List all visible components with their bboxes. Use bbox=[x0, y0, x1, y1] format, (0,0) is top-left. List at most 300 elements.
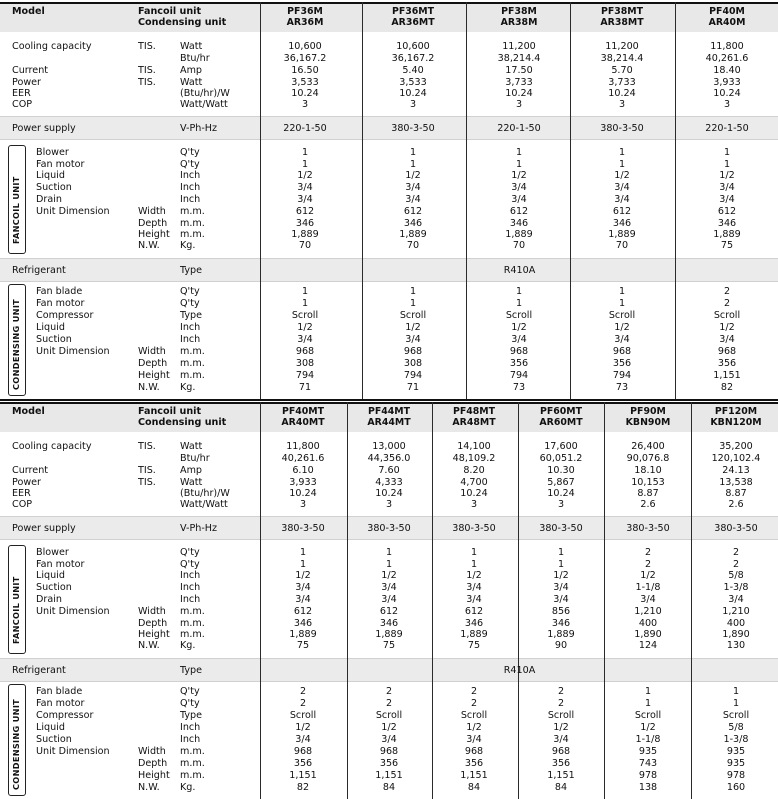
cell-value: 3/4 bbox=[719, 334, 735, 345]
cell-value: 1 bbox=[515, 298, 523, 309]
cell-value: 1/2 bbox=[719, 322, 735, 333]
cell-value: 2 bbox=[557, 686, 565, 697]
unit-label: Inch bbox=[180, 170, 201, 181]
unit-label: Q'ty bbox=[180, 698, 200, 709]
cell-value: 24.13 bbox=[722, 465, 750, 476]
unit-label: m.m. bbox=[180, 746, 205, 757]
unit-label: Kg. bbox=[180, 782, 196, 793]
cell-value: 3,533 bbox=[291, 77, 319, 88]
cell-value: 3,933 bbox=[289, 477, 317, 488]
cell-value: 968 bbox=[551, 746, 571, 757]
column-separator bbox=[604, 402, 605, 799]
unit-label: Q'ty bbox=[180, 559, 200, 570]
column-separator bbox=[570, 2, 571, 400]
unit-label: Watt bbox=[180, 41, 203, 52]
cell-value: 1,889 bbox=[399, 229, 427, 240]
column-separator bbox=[260, 2, 261, 400]
row-label-power: Power bbox=[12, 477, 42, 488]
fancoil-unit-header: Fancoil unit bbox=[138, 406, 202, 417]
cell-value: 3/4 bbox=[614, 182, 630, 193]
unit-label: Watt/Watt bbox=[180, 99, 228, 110]
cell-value: 4,700 bbox=[460, 477, 488, 488]
cell-value: 346 bbox=[717, 218, 737, 229]
cell-value: 308 bbox=[403, 358, 423, 369]
cell-value: 346 bbox=[293, 618, 313, 629]
cell-value: Scroll bbox=[399, 310, 427, 321]
cell-value: 978 bbox=[638, 770, 658, 781]
cell-value: 160 bbox=[726, 782, 746, 793]
cell-value: 1/2 bbox=[295, 722, 311, 733]
cell-value: 400 bbox=[726, 618, 746, 629]
cell-value: 60,051.2 bbox=[539, 453, 583, 464]
model-condensing-name: AR40M bbox=[708, 17, 746, 28]
cell-value: 3,733 bbox=[505, 77, 533, 88]
unit-label: m.m. bbox=[180, 229, 205, 240]
cell-value: 18.10 bbox=[634, 465, 662, 476]
cell-value: 82 bbox=[720, 382, 734, 393]
cell-value: 794 bbox=[295, 370, 315, 381]
unit-label: m.m. bbox=[180, 206, 205, 217]
unit-label: Inch bbox=[180, 182, 201, 193]
cell-value: 794 bbox=[612, 370, 632, 381]
cell-value: 26,400 bbox=[631, 441, 665, 452]
cell-value: 3/4 bbox=[614, 334, 630, 345]
cell-value: 612 bbox=[379, 606, 399, 617]
unit-label: Q'ty bbox=[180, 159, 200, 170]
cell-value: 220-1-50 bbox=[497, 123, 541, 134]
cell-value: 1/2 bbox=[466, 722, 482, 733]
cell-value: 1 bbox=[618, 147, 626, 158]
model-fancoil-name: PF48MT bbox=[452, 406, 496, 417]
cell-value: 612 bbox=[509, 206, 529, 217]
cell-value: 856 bbox=[551, 606, 571, 617]
cell-value: 3 bbox=[301, 99, 309, 110]
model-condensing-name: AR48MT bbox=[452, 417, 496, 428]
refrigerant-value: R410A bbox=[503, 665, 536, 676]
model-fancoil-name: PF36MT bbox=[391, 6, 435, 17]
cell-value: 10.30 bbox=[547, 465, 575, 476]
model-header: Model bbox=[12, 406, 45, 417]
cell-value: 84 bbox=[554, 782, 568, 793]
cell-value: 3/4 bbox=[728, 594, 744, 605]
cell-value: 90,076.8 bbox=[626, 453, 670, 464]
fancoil-unit-header: Fancoil unit bbox=[138, 6, 202, 17]
unit-label: m.m. bbox=[180, 629, 205, 640]
unit-label: Btu/hr bbox=[180, 453, 210, 464]
unit-label: Q'ty bbox=[180, 147, 200, 158]
row-sublabel-height: Height bbox=[138, 370, 170, 381]
cell-value: 8.87 bbox=[637, 488, 659, 499]
cell-value: 3/4 bbox=[511, 194, 527, 205]
cell-value: 1 bbox=[301, 286, 309, 297]
model-condensing-name: AR40MT bbox=[281, 417, 325, 428]
column-separator bbox=[260, 402, 261, 799]
unit-label: Watt bbox=[180, 441, 203, 452]
column-separator bbox=[432, 402, 433, 799]
cell-value: 124 bbox=[638, 640, 658, 651]
cell-value: 4,333 bbox=[375, 477, 403, 488]
cell-value: 346 bbox=[464, 618, 484, 629]
row-label-compressor: Compressor bbox=[36, 710, 94, 721]
cell-value: Scroll bbox=[634, 710, 662, 721]
cell-value: 1 bbox=[385, 559, 393, 570]
cell-value: 1 bbox=[618, 298, 626, 309]
cell-value: 968 bbox=[509, 346, 529, 357]
unit-label: Q'ty bbox=[180, 286, 200, 297]
cell-value: 356 bbox=[379, 758, 399, 769]
cell-value: 10.24 bbox=[713, 88, 741, 99]
cell-value: 44,356.0 bbox=[367, 453, 411, 464]
cell-value: 70 bbox=[298, 240, 312, 251]
unit-label: Inch bbox=[180, 582, 201, 593]
cell-value: 3 bbox=[557, 499, 565, 510]
cell-value: Scroll bbox=[713, 310, 741, 321]
cell-value: 1 bbox=[299, 547, 307, 558]
cell-value: 978 bbox=[726, 770, 746, 781]
cell-value: 138 bbox=[638, 782, 658, 793]
cell-value: 400 bbox=[638, 618, 658, 629]
cell-value: 3/4 bbox=[405, 334, 421, 345]
row-label-eer: EER bbox=[12, 488, 31, 499]
cell-value: 5.40 bbox=[402, 65, 424, 76]
cell-value: 3/4 bbox=[297, 194, 313, 205]
cell-value: 1,889 bbox=[460, 629, 488, 640]
unit-label: m.m. bbox=[180, 618, 205, 629]
cell-value: 3/4 bbox=[511, 182, 527, 193]
cell-value: 346 bbox=[403, 218, 423, 229]
cell-value: 2 bbox=[644, 547, 652, 558]
row-label-power-supply: Power supply bbox=[12, 123, 76, 134]
row-label-fan-motor: Fan motor bbox=[36, 559, 85, 570]
cell-value: 1/2 bbox=[511, 322, 527, 333]
cell-value: 1,151 bbox=[547, 770, 575, 781]
cell-value: 3/4 bbox=[295, 594, 311, 605]
row-label-cop: COP bbox=[12, 499, 33, 510]
cell-value: 75 bbox=[296, 640, 310, 651]
cell-value: 73 bbox=[512, 382, 526, 393]
cell-value: 75 bbox=[720, 240, 734, 251]
cell-value: 70 bbox=[406, 240, 420, 251]
cell-value: 1-3/8 bbox=[723, 734, 749, 745]
row-label-suction: Suction bbox=[36, 582, 72, 593]
cell-value: Scroll bbox=[722, 710, 750, 721]
row-sublabel-width: Width bbox=[138, 206, 166, 217]
cell-value: 968 bbox=[717, 346, 737, 357]
unit-label: (Btu/hr)/W bbox=[180, 88, 230, 99]
cell-value: 1 bbox=[301, 298, 309, 309]
cell-value: 3/4 bbox=[511, 334, 527, 345]
cell-value: 1,889 bbox=[505, 229, 533, 240]
cell-value: 1/2 bbox=[466, 570, 482, 581]
unit-label: Q'ty bbox=[180, 686, 200, 697]
row-label-fan-motor: Fan motor bbox=[36, 159, 85, 170]
cell-value: 1-1/8 bbox=[635, 734, 661, 745]
cell-value: Scroll bbox=[547, 710, 575, 721]
unit-label: Type bbox=[180, 665, 203, 676]
cell-value: 612 bbox=[464, 606, 484, 617]
cell-value: 84 bbox=[382, 782, 396, 793]
cell-value: 3 bbox=[299, 499, 307, 510]
cell-value: 7.60 bbox=[378, 465, 400, 476]
cell-value: 16.50 bbox=[291, 65, 319, 76]
cell-value: 10.24 bbox=[399, 88, 427, 99]
unit-label: Inch bbox=[180, 334, 201, 345]
cell-value: 1/2 bbox=[297, 170, 313, 181]
fancoil-section-title: FANCOIL UNIT bbox=[11, 176, 21, 244]
cell-value: 70 bbox=[615, 240, 629, 251]
column-separator bbox=[466, 2, 467, 400]
row-sublabel-nw: N.W. bbox=[138, 240, 160, 251]
cell-value: 356 bbox=[717, 358, 737, 369]
cell-value: 1 bbox=[732, 698, 740, 709]
cell-value: 10,153 bbox=[631, 477, 665, 488]
cell-value: 38,214.4 bbox=[497, 53, 541, 64]
cell-value: 3/4 bbox=[381, 594, 397, 605]
row-label-fan-motor: Fan motor bbox=[36, 698, 85, 709]
cell-value: 71 bbox=[406, 382, 420, 393]
cell-value: 968 bbox=[293, 746, 313, 757]
cell-value: 2 bbox=[470, 686, 478, 697]
cell-value: 3/4 bbox=[553, 582, 569, 593]
row-label-liquid: Liquid bbox=[36, 322, 65, 333]
cell-value: 308 bbox=[295, 358, 315, 369]
cell-value: 1 bbox=[409, 286, 417, 297]
cell-value: 1/2 bbox=[640, 722, 656, 733]
unit-label: Inch bbox=[180, 722, 201, 733]
tis-label: TIS. bbox=[138, 65, 156, 76]
row-label-liquid: Liquid bbox=[36, 722, 65, 733]
cell-value: 356 bbox=[509, 358, 529, 369]
cell-value: 1,889 bbox=[291, 229, 319, 240]
cell-value: 1 bbox=[409, 298, 417, 309]
cell-value: 1,151 bbox=[460, 770, 488, 781]
row-label-unit-dimension: Unit Dimension bbox=[36, 746, 110, 757]
row-sublabel-nw: N.W. bbox=[138, 782, 160, 793]
row-label-fan-blade: Fan blade bbox=[36, 286, 83, 297]
cell-value: 13,538 bbox=[719, 477, 753, 488]
cell-value: 1,890 bbox=[722, 629, 750, 640]
cell-value: 1 bbox=[515, 147, 523, 158]
unit-label: m.m. bbox=[180, 346, 205, 357]
cell-value: 10.24 bbox=[547, 488, 575, 499]
cell-value: 220-1-50 bbox=[283, 123, 327, 134]
column-separator bbox=[347, 402, 348, 799]
cell-value: 380-3-50 bbox=[452, 523, 496, 534]
cell-value: 356 bbox=[464, 758, 484, 769]
cell-value: 1 bbox=[618, 159, 626, 170]
cell-value: 1,889 bbox=[547, 629, 575, 640]
row-label-compressor: Compressor bbox=[36, 310, 94, 321]
cell-value: 356 bbox=[551, 758, 571, 769]
cell-value: 1,210 bbox=[634, 606, 662, 617]
cell-value: 1 bbox=[732, 686, 740, 697]
cell-value: 1,889 bbox=[608, 229, 636, 240]
cell-value: 3,533 bbox=[399, 77, 427, 88]
cell-value: 1-1/8 bbox=[635, 582, 661, 593]
cell-value: 380-3-50 bbox=[600, 123, 644, 134]
model-fancoil-name: PF40MT bbox=[281, 406, 325, 417]
cell-value: 794 bbox=[403, 370, 423, 381]
cell-value: 3/4 bbox=[466, 734, 482, 745]
cell-value: 2 bbox=[732, 547, 740, 558]
cell-value: 3 bbox=[385, 499, 393, 510]
cell-value: 1 bbox=[515, 286, 523, 297]
cell-value: 346 bbox=[509, 218, 529, 229]
tis-label: TIS. bbox=[138, 441, 156, 452]
row-label-cooling-capacity: Cooling capacity bbox=[12, 41, 92, 52]
row-label-refrigerant: Refrigerant bbox=[12, 265, 66, 276]
cell-value: 75 bbox=[382, 640, 396, 651]
unit-label: Watt/Watt bbox=[180, 499, 228, 510]
cell-value: 3,733 bbox=[608, 77, 636, 88]
tis-label: TIS. bbox=[138, 477, 156, 488]
row-sublabel-height: Height bbox=[138, 629, 170, 640]
row-label-current: Current bbox=[12, 465, 49, 476]
cell-value: 3/4 bbox=[295, 734, 311, 745]
row-label-drain: Drain bbox=[36, 594, 62, 605]
unit-label: V-Ph-Hz bbox=[180, 123, 218, 134]
model-header: Model bbox=[12, 6, 45, 17]
cell-value: 35,200 bbox=[719, 441, 753, 452]
model-condensing-name: AR36M bbox=[286, 17, 324, 28]
cell-value: 1 bbox=[557, 547, 565, 558]
unit-label: Inch bbox=[180, 322, 201, 333]
cell-value: 3 bbox=[723, 99, 731, 110]
row-sublabel-width: Width bbox=[138, 606, 166, 617]
cell-value: 1/2 bbox=[511, 170, 527, 181]
model-condensing-name: AR36MT bbox=[391, 17, 435, 28]
cell-value: 8.87 bbox=[725, 488, 747, 499]
cell-value: 2 bbox=[299, 686, 307, 697]
model-fancoil-name: PF40M bbox=[709, 6, 745, 17]
cell-value: 935 bbox=[726, 758, 746, 769]
cell-value: Scroll bbox=[460, 710, 488, 721]
cell-value: 794 bbox=[509, 370, 529, 381]
cell-value: 612 bbox=[717, 206, 737, 217]
unit-label: m.m. bbox=[180, 606, 205, 617]
row-sublabel-width: Width bbox=[138, 746, 166, 757]
row-label-blower: Blower bbox=[36, 147, 69, 158]
cell-value: 2.6 bbox=[640, 499, 656, 510]
cell-value: 36,167.2 bbox=[283, 53, 327, 64]
cell-value: 3/4 bbox=[614, 194, 630, 205]
row-label-cooling-capacity: Cooling capacity bbox=[12, 441, 92, 452]
cell-value: 1,889 bbox=[713, 229, 741, 240]
cell-value: 8.20 bbox=[463, 465, 485, 476]
cell-value: 17,600 bbox=[544, 441, 578, 452]
cell-value: 1 bbox=[409, 147, 417, 158]
row-sublabel-height: Height bbox=[138, 229, 170, 240]
column-separator bbox=[518, 402, 519, 799]
cell-value: 612 bbox=[612, 206, 632, 217]
unit-label: m.m. bbox=[180, 758, 205, 769]
cell-value: 6.10 bbox=[292, 465, 314, 476]
cell-value: 40,261.6 bbox=[281, 453, 325, 464]
unit-label: Btu/hr bbox=[180, 53, 210, 64]
unit-label: Inch bbox=[180, 734, 201, 745]
cell-value: 3/4 bbox=[553, 594, 569, 605]
cell-value: 3/4 bbox=[719, 194, 735, 205]
cell-value: 1 bbox=[301, 159, 309, 170]
cell-value: 14,100 bbox=[457, 441, 491, 452]
cell-value: 11,200 bbox=[605, 41, 639, 52]
row-label-refrigerant: Refrigerant bbox=[12, 665, 66, 676]
cell-value: 1 bbox=[299, 559, 307, 570]
cell-value: 1 bbox=[470, 559, 478, 570]
column-separator bbox=[691, 402, 692, 799]
cell-value: 1 bbox=[470, 547, 478, 558]
cell-value: 380-3-50 bbox=[539, 523, 583, 534]
row-label-current: Current bbox=[12, 65, 49, 76]
model-condensing-name: AR38M bbox=[500, 17, 538, 28]
cell-value: 2 bbox=[723, 286, 731, 297]
cell-value: 968 bbox=[379, 746, 399, 757]
cell-value: 1/2 bbox=[640, 570, 656, 581]
cell-value: 968 bbox=[464, 746, 484, 757]
cell-value: 13,000 bbox=[372, 441, 406, 452]
column-separator bbox=[675, 2, 676, 400]
cell-value: 968 bbox=[403, 346, 423, 357]
cell-value: 36,167.2 bbox=[391, 53, 435, 64]
row-label-cop: COP bbox=[12, 99, 33, 110]
row-label-fan-motor: Fan motor bbox=[36, 298, 85, 309]
unit-label: m.m. bbox=[180, 370, 205, 381]
cell-value: 3/4 bbox=[381, 734, 397, 745]
cell-value: 2 bbox=[470, 698, 478, 709]
cell-value: 356 bbox=[612, 358, 632, 369]
row-label-unit-dimension: Unit Dimension bbox=[36, 346, 110, 357]
model-condensing-name: AR44MT bbox=[367, 417, 411, 428]
cell-value: 10,600 bbox=[288, 41, 322, 52]
row-label-suction: Suction bbox=[36, 734, 72, 745]
cell-value: 11,800 bbox=[286, 441, 320, 452]
cell-value: 1/2 bbox=[405, 322, 421, 333]
unit-label: Kg. bbox=[180, 382, 196, 393]
row-sublabel-depth: Depth bbox=[138, 758, 168, 769]
row-sublabel-depth: Depth bbox=[138, 218, 168, 229]
cell-value: 935 bbox=[638, 746, 658, 757]
cell-value: 2 bbox=[557, 698, 565, 709]
cell-value: 968 bbox=[295, 346, 315, 357]
cell-value: 84 bbox=[467, 782, 481, 793]
unit-label: (Btu/hr)/W bbox=[180, 488, 230, 499]
cell-value: 5/8 bbox=[728, 722, 744, 733]
cell-value: 1/2 bbox=[381, 570, 397, 581]
row-sublabel-width: Width bbox=[138, 346, 166, 357]
model-fancoil-name: PF60MT bbox=[539, 406, 583, 417]
cell-value: 380-3-50 bbox=[391, 123, 435, 134]
row-label-fan-blade: Fan blade bbox=[36, 686, 83, 697]
cell-value: 1,890 bbox=[634, 629, 662, 640]
cell-value: 380-3-50 bbox=[367, 523, 411, 534]
cell-value: 1 bbox=[409, 159, 417, 170]
cell-value: 2 bbox=[299, 698, 307, 709]
tis-label: TIS. bbox=[138, 41, 156, 52]
cell-value: 48,109.2 bbox=[452, 453, 496, 464]
unit-label: Inch bbox=[180, 570, 201, 581]
row-label-unit-dimension: Unit Dimension bbox=[36, 606, 110, 617]
cell-value: 220-1-50 bbox=[705, 123, 749, 134]
row-label-eer: EER bbox=[12, 88, 31, 99]
cell-value: 10.24 bbox=[505, 88, 533, 99]
condensing-section-title: CONDENSING UNIT bbox=[11, 298, 21, 390]
cell-value: 75 bbox=[467, 640, 481, 651]
cell-value: 1,889 bbox=[375, 629, 403, 640]
cell-value: 130 bbox=[726, 640, 746, 651]
cell-value: 1/2 bbox=[405, 170, 421, 181]
spec-table-2 bbox=[0, 402, 778, 799]
row-label-unit-dimension: Unit Dimension bbox=[36, 206, 110, 217]
